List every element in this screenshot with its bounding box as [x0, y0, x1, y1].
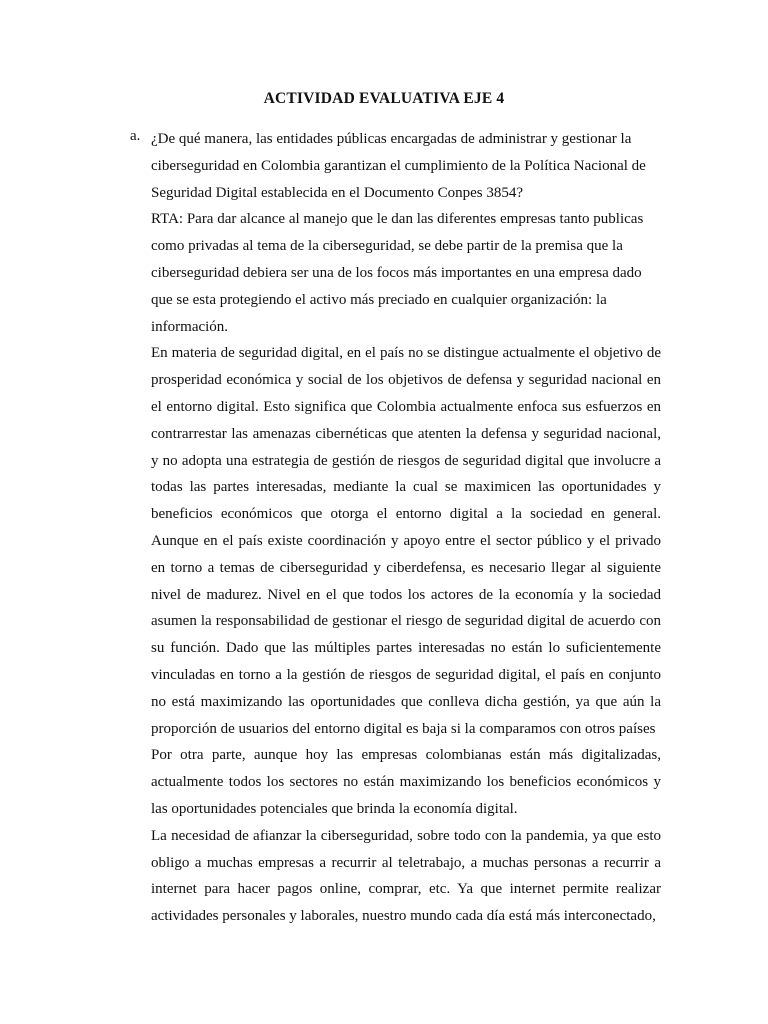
body-paragraph-1: En materia de seguridad digital, en el país no se distingue actualmente el objetivo de prosperidad económica y social de los objetivos de defensa y seguridad nacional en el entorno digital. Esto significa que Colombia actualmente enfoca sus esfuerzos en contrarrestar las amenazas cibernéticas que atenten la defensa y seguridad nacional, y no adopta una estrategia de gestión de riesgos de seguridad digital que involucre a todas las partes interesadas, mediante la cual se maximicen las oportunidades y beneficios económicos que otorga el entorno digital a la sociedad en general. Aunque en el país existe coordinación y apoyo entre el sector público y el privado en torno a temas de ciberseguridad y ciberdefensa, es necesario llegar al siguiente nivel de madurez. Nivel en el que todos los actores de la economía y la sociedad asumen la responsabilidad de gestionar el riesgo de seguridad digital de acuerdo con su función. Dado que las múltiples partes interesadas no están lo suficientemente vinculadas en torno a la gestión de riesgos de seguridad digital, el país en conjunto no está maximizando las oportunidades que conlleva dicha gestión, ya que aún la proporción de usuarios del entorno digital es baja si la comparamos con otros países: [151, 345, 661, 737]
document-body: [151, 126, 661, 930]
document-title: ACTIVIDAD EVALUATIVA EJE 4: [263, 90, 505, 107]
body-paragraph-3: La necesidad de afianzar la ciberseguridad, sobre todo con la pandemia, ya que esto obligo a muchas empresas a recurrir al teletrabajo, a muchas personas a recurrir a internet para hacer pagos online, comprar, etc. Ya que internet permite realizar actividades personales y laborales, nuestro mundo cada día está más interconectado,: [151, 827, 661, 925]
question-paragraph: ¿De qué manera, las entidades públicas encargadas de administrar y gestionar la ciberseguridad en Colombia garantizan el cumplimiento de la Política Nacional de Seguridad Digital establecida en el Documento Conpes 3854?: [151, 131, 646, 201]
answer-intro-paragraph: RTA: Para dar alcance al manejo que le dan las diferentes empresas tanto publicas como privadas al tema de la ciberseguridad, se debe partir de la premisa que la ciberseguridad debiera ser una de los focos más importantes en una empresa dado que se esta protegiendo el activo más preciado en cualquier organización: la información.: [151, 211, 644, 335]
body-paragraph-2: Por otra parte, aunque hoy las empresas colombianas están más digitalizadas, actualmente todos los sectores no están maximizando los beneficios económicos y las oportunidades potenciales que brinda la economía digital.: [151, 747, 661, 817]
list-item-marker: a.: [130, 128, 141, 144]
